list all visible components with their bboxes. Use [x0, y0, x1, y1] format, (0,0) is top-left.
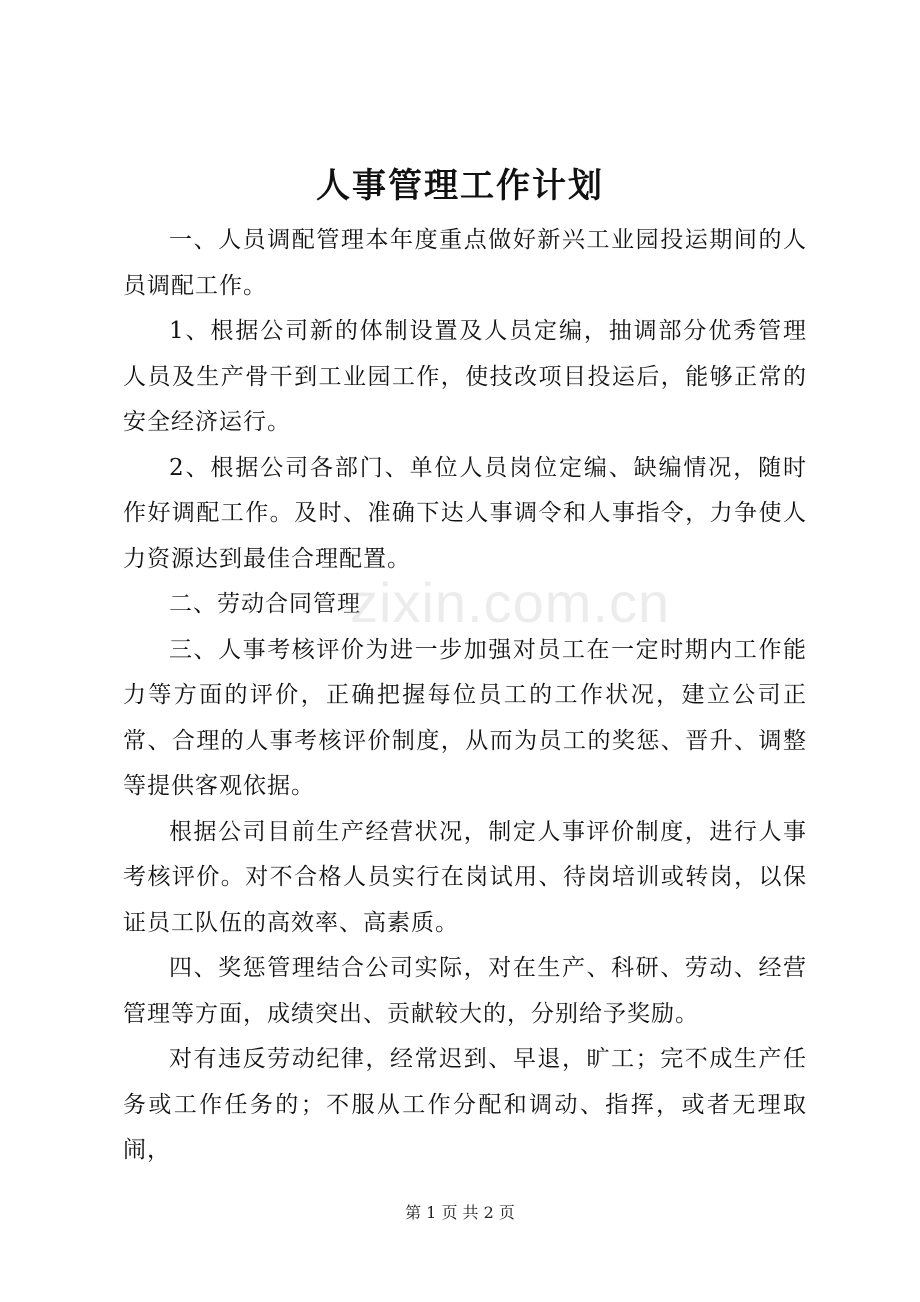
document-title: 人事管理工作计划: [316, 166, 604, 206]
paragraph: 1、根据公司新的体制设置及人员定编，抽调部分优秀管理人员及生产骨干到工业园工作，使技改项目投运后，能够正常的安全经济运行。: [123, 318, 807, 435]
page-footer: 第 1 页 共 2 页: [405, 1203, 515, 1222]
paragraph: 根据公司目前生产经营状况，制定人事评价制度，进行人事考核评价。对不合格人员实行在岗试用、待岗培训或转岗，以保证员工队伍的高效率、高素质。: [123, 818, 807, 936]
paragraph: 四、奖惩管理结合公司实际，对在生产、科研、劳动、经营管理等方面，成绩突出、贡献较大的，分别给予奖励。: [123, 955, 807, 1027]
watermark: zixin.com.cn: [350, 571, 671, 634]
paragraph: 二、劳动合同管理: [169, 591, 361, 617]
document-body: [123, 218, 807, 1174]
paragraph: 三、人事考核评价为进一步加强对员工在一定时期内工作能力等方面的评价，正确把握每位员工的工作状况，建立公司正常、合理的人事考核评价制度，从而为员工的奖惩、晋升、调整等提供客观依据。: [123, 636, 807, 799]
paragraph: 一、人员调配管理本年度重点做好新兴工业园投运期间的人员调配工作。: [123, 227, 807, 299]
paragraph: 对有违反劳动纪律，经常迟到、早退，旷工；完不成生产任务或工作任务的；不服从工作分配和调动、指挥，或者无理取闹，: [123, 1046, 807, 1163]
paragraph: 2、根据公司各部门、单位人员岗位定编、缺编情况，随时作好调配工作。及时、准确下达人事调令和人事指令，力争使人力资源达到最佳合理配置。: [123, 454, 807, 572]
